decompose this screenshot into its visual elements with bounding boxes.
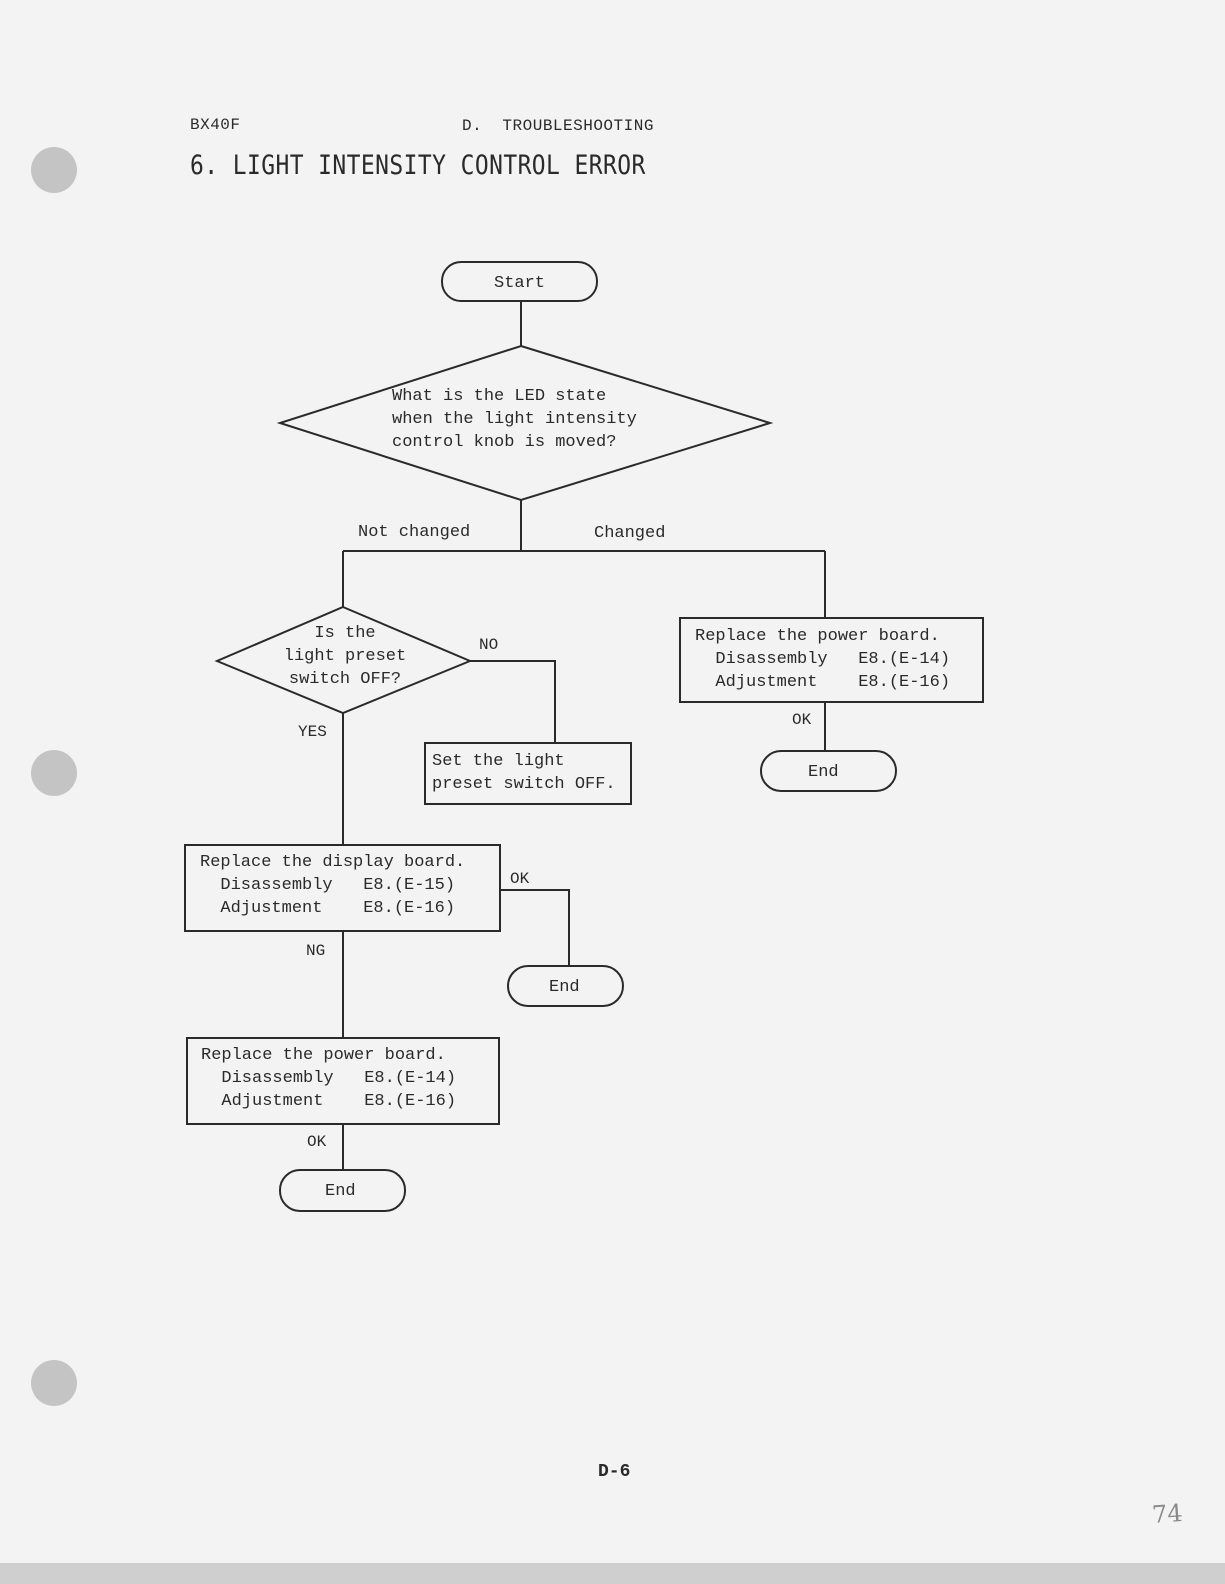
- branch-not-changed-label: Not changed: [358, 523, 471, 542]
- scan-edge: [0, 1563, 1225, 1584]
- display-ng-label: NG: [306, 942, 326, 960]
- replace-power-left-text: Replace the power board. Disassembly E8.(E-14) Adjustment E8.(E-16): [201, 1046, 457, 1111]
- display-ok-label: OK: [510, 870, 530, 888]
- branch-changed-label: Changed: [594, 524, 666, 543]
- replace-display-text: Replace the display board. Disassembly E8.(E-15) Adjustment E8.(E-16): [200, 853, 466, 918]
- display-end-label: End: [549, 978, 580, 997]
- left-ok-label: OK: [307, 1133, 327, 1151]
- right-end-label: End: [808, 763, 839, 782]
- set-preset-text: Set the light preset switch OFF.: [432, 752, 616, 794]
- preset-yes-label: YES: [298, 723, 327, 741]
- page-number: D-6: [598, 1462, 631, 1482]
- preset-decision-text: Is the light preset switch OFF?: [283, 624, 407, 689]
- left-end-label: End: [325, 1182, 356, 1201]
- start-label: Start: [494, 274, 546, 293]
- preset-no-label: NO: [479, 636, 499, 654]
- header-model: BX40F: [190, 116, 241, 134]
- right-ok-label: OK: [792, 711, 812, 729]
- replace-power-right-text: Replace the power board. Disassembly E8.(E-14) Adjustment E8.(E-16): [695, 627, 951, 692]
- handwritten-page-number: 74: [1151, 1498, 1184, 1530]
- page-title: 6. LIGHT INTENSITY CONTROL ERROR: [190, 150, 646, 181]
- led-decision-text: What is the LED state when the light intensity control knob is moved?: [392, 387, 637, 452]
- header-section: D. TROUBLESHOOTING: [462, 117, 654, 135]
